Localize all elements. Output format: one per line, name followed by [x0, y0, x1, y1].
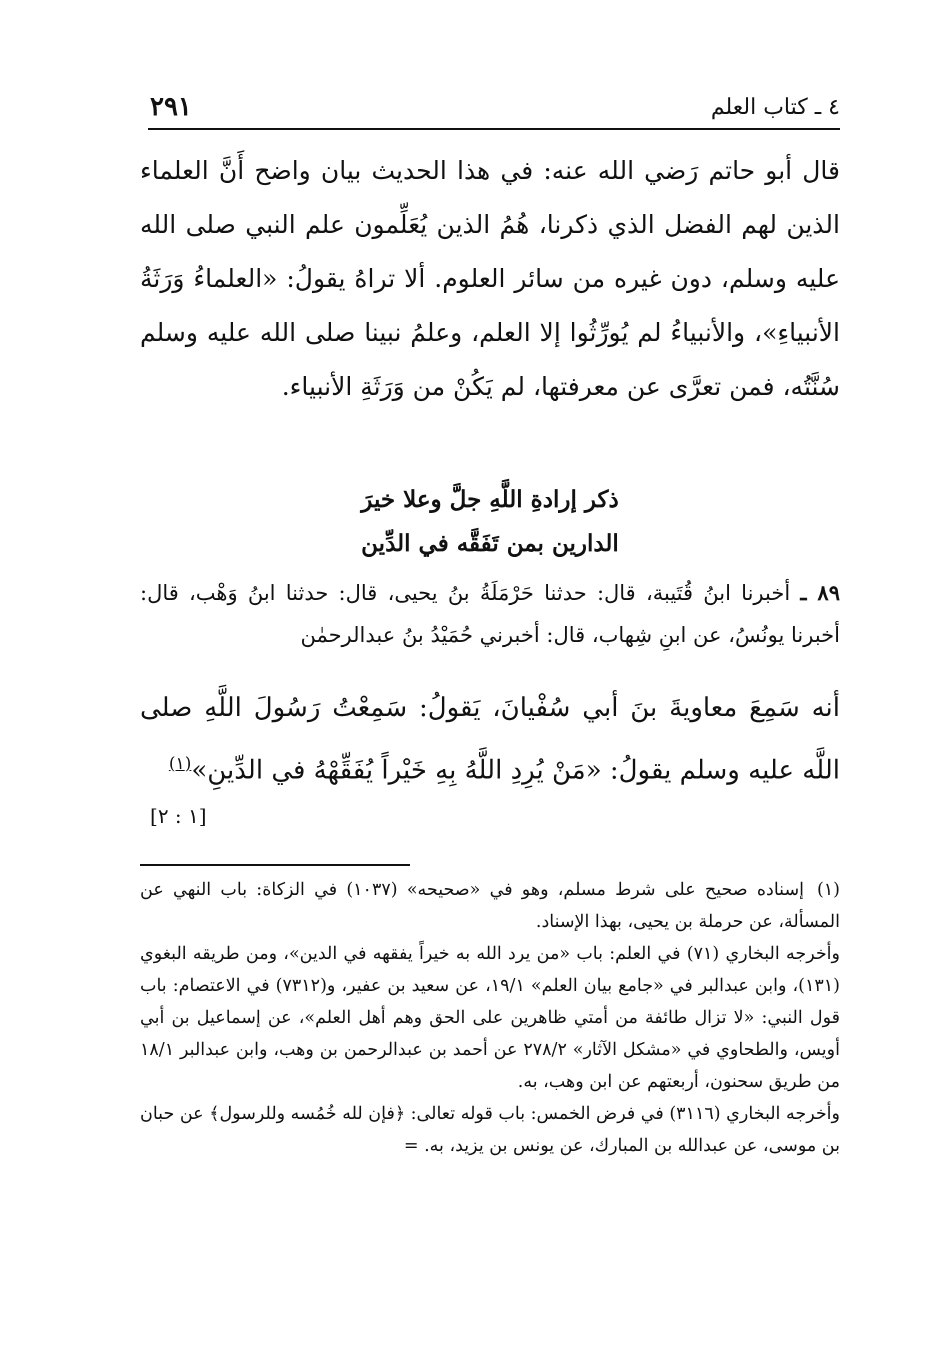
footnote-reference[interactable]: (١): [168, 754, 192, 774]
footnote-text: إسناده صحيح على شرط مسلم، وهو في «صحيحه» (١٠٣٧) في الزكاة: باب النهي عن المسألة، عن حرملة بن يحيى، بهذا الإسناد.: [140, 880, 840, 932]
book-page: [140, 82, 840, 1282]
hadith-chain: [140, 572, 840, 656]
section-heading-line-1: ذكر إرادةِ اللَّهِ جلَّ وعلا خيرَ: [361, 486, 619, 513]
running-head: ٤ ـ كتاب العلم: [710, 95, 840, 120]
footnote-marker: (١): [816, 880, 840, 900]
footnote-text: وأخرجه البخاري (٧١) في العلم: باب «من يرد الله به خيراً يفقهه في الدين»، ومن طريقه البغوي (١٣١)، وابن عبدالبر في «جامع بيان العلم» ١٩/١، عن سعيد بن عفير، و(٧٣١٢) في الاعتصام: باب قول النبي: «لا تزال طائفة من أمتي ظاهرين على الحق وهم أهل العلم»، عن إسماعيل بن أبي أويس، والطحاوي في «مشكل الآثار» ٢٧٨/٢ عن أحمد بن عبدالرحمن بن وهب، وابن عبدالبر ١٨/١ من طريق سحنون، أربعتهم عن ابن وهب، به.: [140, 944, 840, 1092]
footnote-continuation: [140, 938, 840, 1098]
hadith-number: ٨٩ ـ: [800, 580, 840, 605]
footnote-1: [140, 874, 840, 938]
page-header: [140, 92, 840, 128]
commentary-paragraph: قال أبو حاتم رَضي الله عنه: في هذا الحديث بيان واضح أَنَّ العلماء الذين لهم الفضل الذي ذكرنا، هُمُ الذين يُعَلِّمون علم النبي صلى الله عليه وسلم، دون غيره من سائر العلوم. ألا تراهُ يقولُ: «العلماءُ وَرَثَةُ الأنبياءِ»، والأنبياءُ لم يُورِّثُوا إلا العلم، وعلمُ نبينا صلى الله عليه وسلم سُنَّتُه، فمن تعرَّى عن معرفتها، لم يَكُنْ من وَرَثَةِ الأنبياء.: [140, 156, 840, 401]
footnote-text: وأخرجه البخاري (٣١١٦) في فرض الخمس: باب قوله تعالى: ﴿فإن لله خُمُسه وللرسول﴾ عن حبان بن موسى، عن عبدالله بن المبارك، عن يونس بن يزيد، به. =: [140, 1104, 840, 1156]
header-rule: [148, 128, 840, 130]
section-heading: [140, 478, 840, 566]
section-heading-line-2: الدارين بمن تَفَقَّه في الدِّين: [361, 530, 619, 557]
footnotes: [140, 874, 840, 1162]
cross-reference: [١ : ٢]: [150, 804, 207, 828]
hadith-isnad: أخبرنا ابنُ قُتَيبة، قال: حدثنا حَرْمَلَةُ بنُ يحيى، قال: حدثنا ابنُ وَهْب، قال: أخبرنا يونُسُ، عن ابنِ شِهاب، قال: أخبرني حُمَيْدُ بنُ عبدالرحمٰن: [140, 581, 840, 647]
hadith-matn: [140, 680, 840, 799]
footnote-continuation: [140, 1098, 840, 1162]
footnote-rule: [140, 864, 410, 866]
hadith-matn-text: أنه سَمِعَ معاويةَ بنَ أبي سُفْيانَ، يَقولُ: سَمِعْتُ رَسُولَ اللَّهِ صلى اللَّه عليه وسلم يقولُ: «مَنْ يُرِدِ اللَّهُ بِهِ خَيْراً يُفَقِّهْهُ في الدِّينِ»: [140, 693, 840, 786]
page-number: ٢٩١: [150, 92, 192, 122]
